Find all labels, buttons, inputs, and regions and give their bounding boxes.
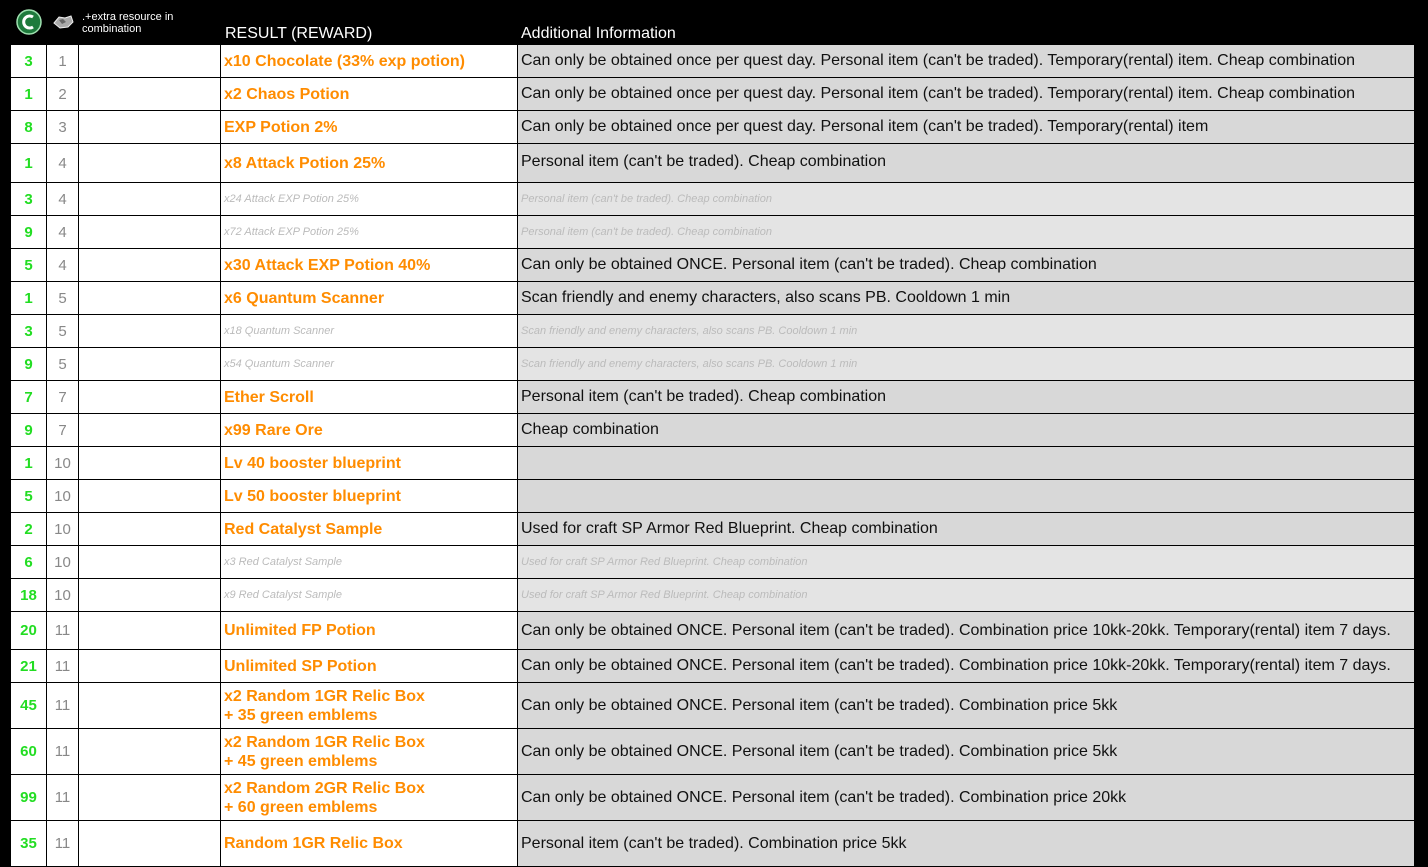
extra-resource-cell bbox=[79, 381, 221, 414]
additional-info-cell: Cheap combination bbox=[518, 414, 1415, 447]
emblem-count-cell: 3 bbox=[11, 183, 47, 216]
ore-resource-icon bbox=[47, 5, 79, 45]
extra-resource-header: .+extra resource in combination bbox=[79, 5, 221, 45]
level-cell: 7 bbox=[47, 381, 79, 414]
extra-resource-cell bbox=[79, 683, 221, 729]
extra-resource-cell bbox=[79, 729, 221, 775]
additional-info-cell bbox=[518, 447, 1415, 480]
level-cell: 1 bbox=[47, 45, 79, 78]
reward-cell: Unlimited SP Potion bbox=[221, 650, 518, 683]
table-row bbox=[11, 381, 1415, 414]
table-row bbox=[11, 348, 1415, 381]
reward-bonus-line: + 45 green emblems bbox=[224, 752, 378, 770]
level-cell: 11 bbox=[47, 683, 79, 729]
emblem-count-cell: 5 bbox=[11, 480, 47, 513]
level-cell: 7 bbox=[47, 414, 79, 447]
reward-cell: Red Catalyst Sample bbox=[221, 513, 518, 546]
extra-resource-cell bbox=[79, 447, 221, 480]
emblem-count-cell: 18 bbox=[11, 579, 47, 612]
reward-line: x2 Random 1GR Relic Box bbox=[224, 733, 425, 751]
emblem-count-cell: 9 bbox=[11, 216, 47, 249]
table-row bbox=[11, 650, 1415, 683]
emblem-count-cell: 3 bbox=[11, 45, 47, 78]
additional-info-cell: Personal item (can't be traded). Cheap combination bbox=[518, 144, 1415, 183]
additional-info-cell: Can only be obtained ONCE. Personal item (can't be traded). Combination price 10kk-20kk. Temporary(rental) item 7 days. bbox=[518, 650, 1415, 683]
table-row bbox=[11, 183, 1415, 216]
extra-resource-cell bbox=[79, 513, 221, 546]
extra-resource-cell bbox=[79, 144, 221, 183]
reward-cell: Random 1GR Relic Box bbox=[221, 821, 518, 867]
table-row bbox=[11, 282, 1415, 315]
additional-info-cell: Scan friendly and enemy characters, also scans PB. Cooldown 1 min bbox=[518, 348, 1415, 381]
reward-cell: x18 Quantum Scanner bbox=[221, 315, 518, 348]
level-cell: 10 bbox=[47, 579, 79, 612]
table-row bbox=[11, 775, 1415, 821]
extra-resource-cell bbox=[79, 650, 221, 683]
reward-cell: x10 Chocolate (33% exp potion) bbox=[221, 45, 518, 78]
emblem-count-cell: 2 bbox=[11, 513, 47, 546]
result-header: RESULT (REWARD) bbox=[221, 5, 518, 45]
table-row bbox=[11, 45, 1415, 78]
level-cell: 11 bbox=[47, 612, 79, 650]
reward-cell: x24 Attack EXP Potion 25% bbox=[221, 183, 518, 216]
level-cell: 4 bbox=[47, 216, 79, 249]
additional-info-cell: Personal item (can't be traded). Cheap combination bbox=[518, 216, 1415, 249]
level-cell: 5 bbox=[47, 282, 79, 315]
level-cell: 4 bbox=[47, 144, 79, 183]
table-row bbox=[11, 78, 1415, 111]
additional-info-cell: Personal item (can't be traded). Cheap combination bbox=[518, 183, 1415, 216]
level-cell: 11 bbox=[47, 650, 79, 683]
table-row bbox=[11, 447, 1415, 480]
level-cell: 10 bbox=[47, 447, 79, 480]
table-row bbox=[11, 546, 1415, 579]
reward-cell: Unlimited FP Potion bbox=[221, 612, 518, 650]
reward-cell: EXP Potion 2% bbox=[221, 111, 518, 144]
emblem-count-cell: 3 bbox=[11, 315, 47, 348]
emblem-count-cell: 99 bbox=[11, 775, 47, 821]
reward-cell: Lv 50 booster blueprint bbox=[221, 480, 518, 513]
extra-resource-cell bbox=[79, 111, 221, 144]
table-row bbox=[11, 111, 1415, 144]
reward-cell: x8 Attack Potion 25% bbox=[221, 144, 518, 183]
additional-info-cell: Can only be obtained ONCE. Personal item (can't be traded). Combination price 10kk-20kk. Temporary(rental) item 7 days. bbox=[518, 612, 1415, 650]
level-cell: 3 bbox=[47, 111, 79, 144]
table-row bbox=[11, 821, 1415, 867]
table-row bbox=[11, 414, 1415, 447]
level-cell: 11 bbox=[47, 775, 79, 821]
additional-info-cell: Can only be obtained once per quest day. Personal item (can't be traded). Temporary(rental) item. Cheap combination bbox=[518, 78, 1415, 111]
reward-cell: x9 Red Catalyst Sample bbox=[221, 579, 518, 612]
emblem-count-cell: 1 bbox=[11, 144, 47, 183]
extra-resource-cell bbox=[79, 612, 221, 650]
emblem-count-cell: 7 bbox=[11, 381, 47, 414]
reward-line: x2 Random 1GR Relic Box bbox=[224, 687, 425, 705]
emblem-count-cell: 9 bbox=[11, 414, 47, 447]
level-cell: 10 bbox=[47, 546, 79, 579]
table-row bbox=[11, 729, 1415, 775]
extra-resource-cell bbox=[79, 282, 221, 315]
emblem-count-cell: 1 bbox=[11, 282, 47, 315]
emblem-count-cell: 45 bbox=[11, 683, 47, 729]
table-row bbox=[11, 216, 1415, 249]
level-cell: 4 bbox=[47, 249, 79, 282]
emblem-count-cell: 8 bbox=[11, 111, 47, 144]
reward-bonus-line: + 60 green emblems bbox=[224, 798, 378, 816]
additional-info-cell: Scan friendly and enemy characters, also scans PB. Cooldown 1 min bbox=[518, 282, 1415, 315]
additional-info-cell: Can only be obtained ONCE. Personal item (can't be traded). Cheap combination bbox=[518, 249, 1415, 282]
table-row bbox=[11, 144, 1415, 183]
additional-info-cell: Can only be obtained ONCE. Personal item (can't be traded). Combination price 5kk bbox=[518, 683, 1415, 729]
emblem-count-cell: 20 bbox=[11, 612, 47, 650]
emblem-count-cell: 1 bbox=[11, 78, 47, 111]
reward-cell bbox=[221, 683, 518, 729]
reward-table bbox=[10, 4, 1415, 867]
extra-resource-cell bbox=[79, 480, 221, 513]
additional-info-cell: Can only be obtained ONCE. Personal item (can't be traded). Combination price 5kk bbox=[518, 729, 1415, 775]
level-cell: 5 bbox=[47, 348, 79, 381]
extra-resource-cell bbox=[79, 821, 221, 867]
additional-info-cell: Can only be obtained ONCE. Personal item (can't be traded). Combination price 20kk bbox=[518, 775, 1415, 821]
additional-info-cell bbox=[518, 480, 1415, 513]
reward-cell: x3 Red Catalyst Sample bbox=[221, 546, 518, 579]
reward-cell: Lv 40 booster blueprint bbox=[221, 447, 518, 480]
extra-resource-cell bbox=[79, 546, 221, 579]
additional-info-header: Additional Information bbox=[518, 5, 1415, 45]
extra-resource-cell bbox=[79, 348, 221, 381]
extra-resource-cell bbox=[79, 579, 221, 612]
table-row bbox=[11, 480, 1415, 513]
extra-resource-cell bbox=[79, 45, 221, 78]
extra-resource-cell bbox=[79, 249, 221, 282]
reward-cell: x54 Quantum Scanner bbox=[221, 348, 518, 381]
reward-cell bbox=[221, 775, 518, 821]
emblem-count-cell: 5 bbox=[11, 249, 47, 282]
level-cell: 4 bbox=[47, 183, 79, 216]
table-row bbox=[11, 315, 1415, 348]
additional-info-cell: Used for craft SP Armor Red Blueprint. Cheap combination bbox=[518, 579, 1415, 612]
reward-cell: x6 Quantum Scanner bbox=[221, 282, 518, 315]
reward-line: x2 Random 2GR Relic Box bbox=[224, 779, 425, 797]
additional-info-cell: Can only be obtained once per quest day. Personal item (can't be traded). Temporary(rental) item bbox=[518, 111, 1415, 144]
level-cell: 2 bbox=[47, 78, 79, 111]
level-cell: 5 bbox=[47, 315, 79, 348]
level-cell: 11 bbox=[47, 729, 79, 775]
emblem-count-cell: 9 bbox=[11, 348, 47, 381]
level-cell: 10 bbox=[47, 480, 79, 513]
extra-resource-cell bbox=[79, 78, 221, 111]
reward-cell: x99 Rare Ore bbox=[221, 414, 518, 447]
table-row bbox=[11, 683, 1415, 729]
extra-resource-cell bbox=[79, 414, 221, 447]
table-row bbox=[11, 579, 1415, 612]
level-cell: 11 bbox=[47, 821, 79, 867]
additional-info-cell: Used for craft SP Armor Red Blueprint. Cheap combination bbox=[518, 513, 1415, 546]
additional-info-cell: Used for craft SP Armor Red Blueprint. Cheap combination bbox=[518, 546, 1415, 579]
reward-cell bbox=[221, 729, 518, 775]
emblem-count-cell: 35 bbox=[11, 821, 47, 867]
reward-cell: x2 Chaos Potion bbox=[221, 78, 518, 111]
additional-info-cell: Personal item (can't be traded). Combination price 5kk bbox=[518, 821, 1415, 867]
emblem-count-cell: 21 bbox=[11, 650, 47, 683]
table-header-row bbox=[11, 5, 1415, 45]
additional-info-cell: Can only be obtained once per quest day. Personal item (can't be traded). Temporary(rental) item. Cheap combination bbox=[518, 45, 1415, 78]
additional-info-cell: Personal item (can't be traded). Cheap combination bbox=[518, 381, 1415, 414]
reward-bonus-line: + 35 green emblems bbox=[224, 706, 378, 724]
extra-resource-cell bbox=[79, 183, 221, 216]
emblem-count-cell: 1 bbox=[11, 447, 47, 480]
emblem-count-cell: 60 bbox=[11, 729, 47, 775]
reward-cell: Ether Scroll bbox=[221, 381, 518, 414]
green-emblem-icon bbox=[11, 5, 47, 45]
extra-resource-cell bbox=[79, 775, 221, 821]
extra-resource-cell bbox=[79, 216, 221, 249]
extra-resource-cell bbox=[79, 315, 221, 348]
reward-cell: x30 Attack EXP Potion 40% bbox=[221, 249, 518, 282]
table-row bbox=[11, 513, 1415, 546]
additional-info-cell: Scan friendly and enemy characters, also scans PB. Cooldown 1 min bbox=[518, 315, 1415, 348]
level-cell: 10 bbox=[47, 513, 79, 546]
table-row bbox=[11, 612, 1415, 650]
emblem-count-cell: 6 bbox=[11, 546, 47, 579]
reward-cell: x72 Attack EXP Potion 25% bbox=[221, 216, 518, 249]
table-row bbox=[11, 249, 1415, 282]
